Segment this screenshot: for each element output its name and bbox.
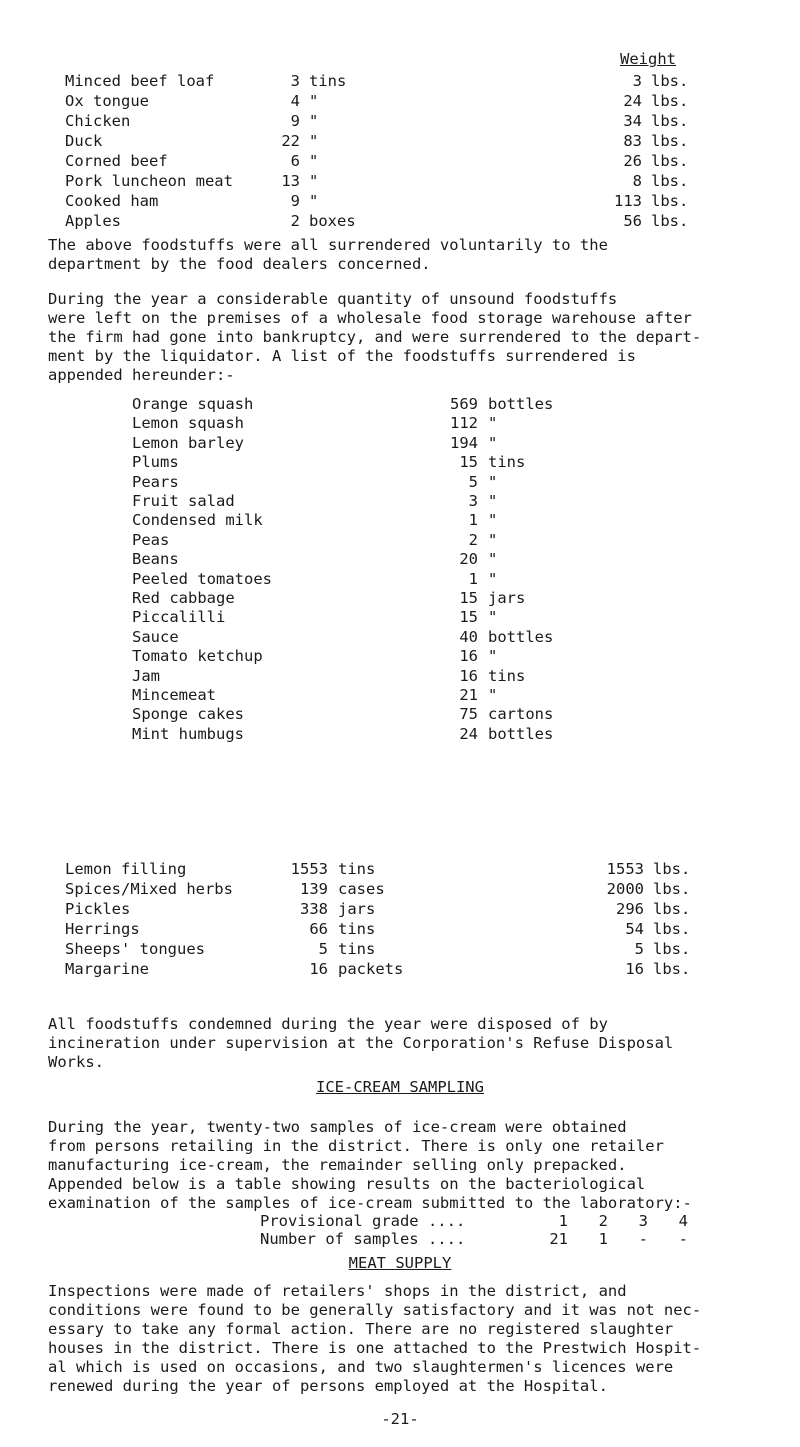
weight-unit: lbs. (651, 72, 689, 90)
item-unit: " (309, 172, 319, 190)
grade-value: 2 (598, 1212, 608, 1230)
item-unit: " (309, 112, 319, 130)
item-unit: " (488, 550, 498, 569)
item-unit: " (309, 152, 319, 170)
paragraph-ice-cream-samples: During the year, twenty-two samples of ice-cream were obtained from persons retailing in the district. There is only one retailer manufacturing ice-cream, the remainder selling only prepacked. Appended below is a table showing results on the bacteriological examination of the samples of ice-cream submitted to the laboratory:- (48, 1118, 692, 1212)
item-quantity: 75 (459, 705, 478, 724)
paragraph-incineration: All foodstuffs condemned during the year were disposed of by incineration under supervision at the Corporation's Refuse Disposal Works. (48, 1015, 674, 1071)
item-name: Pears (132, 472, 179, 491)
item-name: Cooked ham (65, 192, 159, 210)
item-unit: bottles (488, 724, 554, 743)
item-unit: tins (488, 666, 526, 685)
item-quantity: 1553 (290, 860, 328, 878)
weight-unit: lbs. (651, 172, 689, 190)
item-name: Spices/Mixed herbs (65, 880, 233, 898)
item-weight: 296 (616, 900, 644, 918)
item-quantity: 2 (468, 530, 478, 549)
item-weight: 34 (623, 112, 642, 130)
item-name: Piccalilli (132, 608, 226, 627)
item-weight: 16 (625, 960, 644, 978)
item-unit: tins (338, 860, 376, 878)
item-unit: bottles (488, 627, 554, 646)
item-quantity: 21 (459, 686, 478, 704)
item-unit: jars (338, 900, 376, 918)
item-quantity: 4 (290, 92, 300, 110)
item-name: Duck (65, 132, 103, 150)
sample-count: - (638, 1230, 648, 1248)
item-unit: tins (338, 920, 376, 938)
item-name: Pickles (65, 900, 131, 918)
weight-unit: lbs. (653, 880, 691, 898)
item-name: Plums (132, 453, 179, 472)
item-name: Margarine (65, 960, 149, 978)
item-unit: " (488, 472, 498, 491)
item-quantity: 9 (290, 192, 300, 210)
item-quantity: 40 (459, 627, 478, 646)
heading-ice-cream-sampling: ICE-CREAM SAMPLING (316, 1078, 484, 1096)
item-quantity: 20 (459, 550, 478, 569)
item-name: Tomato ketchup (132, 647, 263, 666)
item-name: Condensed milk (132, 511, 263, 530)
item-quantity: 15 (459, 608, 478, 627)
item-unit: tins (488, 453, 526, 472)
item-name: Orange squash (132, 395, 254, 413)
item-quantity: 112 (450, 414, 478, 433)
item-unit: " (309, 92, 319, 110)
page-number: -21- (381, 1410, 419, 1428)
item-quantity: 16 (459, 647, 478, 666)
item-name: Mincemeat (132, 686, 216, 704)
grade-value: 3 (638, 1212, 648, 1230)
item-unit: cartons (488, 705, 554, 724)
weight-unit: lbs. (651, 192, 689, 210)
item-unit: " (488, 647, 498, 666)
item-unit: " (488, 686, 498, 704)
weight-unit: lbs. (651, 132, 689, 150)
item-unit: tins (338, 940, 376, 958)
item-weight: 113 (614, 192, 642, 210)
item-name: Peeled tomatoes (132, 569, 272, 588)
item-name: Apples (65, 212, 121, 230)
item-unit: " (488, 530, 498, 549)
item-name: Corned beef (65, 152, 168, 170)
item-unit: bottles (488, 395, 554, 413)
item-quantity: 1 (468, 569, 478, 588)
item-unit: " (309, 192, 319, 210)
weight-unit: lbs. (651, 152, 689, 170)
item-quantity: 338 (300, 900, 328, 918)
sample-count: 21 (549, 1230, 568, 1248)
item-name: Jam (132, 666, 160, 685)
item-unit: jars (488, 589, 526, 607)
item-quantity: 139 (300, 880, 328, 898)
item-quantity: 9 (290, 112, 300, 130)
weight-unit: lbs. (651, 212, 689, 230)
item-name: Peas (132, 530, 170, 549)
weight-column-header: Weight (620, 50, 676, 68)
item-name: Minced beef loaf (65, 72, 215, 90)
item-weight: 2000 (606, 880, 644, 898)
item-name: Fruit salad (132, 492, 235, 510)
item-quantity: 15 (459, 453, 478, 472)
item-quantity: 5 (468, 472, 478, 491)
item-quantity: 16 (459, 666, 478, 685)
sample-count: 1 (598, 1230, 608, 1248)
weight-unit: lbs. (653, 940, 691, 958)
item-weight: 83 (623, 132, 642, 150)
item-name: Herrings (65, 920, 140, 938)
item-quantity: 2 (290, 212, 300, 230)
heading-meat-supply: MEAT SUPPLY (348, 1254, 452, 1272)
item-quantity: 16 (309, 960, 328, 978)
weight-unit: lbs. (653, 900, 691, 918)
item-name: Beans (132, 550, 179, 569)
weight-unit: lbs. (651, 112, 689, 130)
item-unit: " (309, 132, 319, 150)
paragraph-surrendered-voluntarily: The above foodstuffs were all surrendered voluntarily to the department by the food dealers concerned. (48, 236, 608, 273)
item-name: Sauce (132, 627, 179, 646)
item-quantity: 3 (290, 72, 300, 90)
number-label: Number of samples .... (260, 1230, 466, 1248)
item-weight: 26 (623, 152, 642, 170)
item-unit: boxes (309, 212, 356, 230)
grade-value: 1 (558, 1212, 568, 1230)
item-unit: " (488, 569, 498, 588)
item-name: Chicken (65, 112, 131, 130)
item-unit: " (488, 608, 498, 627)
item-quantity: 66 (309, 920, 328, 938)
item-unit: packets (338, 960, 404, 978)
weight-unit: lbs. (653, 960, 691, 978)
item-quantity: 194 (450, 433, 478, 452)
grade-value: 4 (678, 1212, 688, 1230)
item-quantity: 24 (459, 724, 478, 743)
item-weight: 5 (634, 940, 644, 958)
item-quantity: 13 (281, 172, 300, 190)
weight-unit: lbs. (653, 860, 691, 878)
item-weight: 8 (632, 172, 642, 190)
item-name: Sponge cakes (132, 705, 244, 724)
item-unit: " (488, 492, 498, 510)
item-weight: 54 (625, 920, 644, 938)
item-quantity: 15 (459, 589, 478, 607)
item-name: Ox tongue (65, 92, 149, 110)
item-unit: " (488, 414, 498, 433)
item-weight: 1553 (606, 860, 644, 878)
item-unit: " (488, 433, 498, 452)
item-quantity: 6 (290, 152, 300, 170)
item-quantity: 1 (468, 511, 478, 530)
item-name: Sheeps' tongues (65, 940, 205, 958)
item-weight: 3 (632, 72, 642, 90)
item-unit: cases (338, 880, 385, 898)
item-quantity: 3 (468, 492, 478, 510)
paragraph-meat-inspections: Inspections were made of retailers' shops in the district, and conditions were found to be generally satisfactory and it was not nec- essary to take any formal action. There are no registered slaughter houses in the district. There is one attached to the Prestwich Hospit- al which is used on occasions, and two slaughtermen's licences were renewed during the year of persons employed at the Hospital. (48, 1282, 702, 1395)
item-weight: 24 (623, 92, 642, 110)
item-weight: 56 (623, 212, 642, 230)
item-name: Lemon squash (132, 414, 244, 433)
weight-unit: lbs. (653, 920, 691, 938)
item-quantity: 569 (450, 395, 478, 413)
item-name: Lemon filling (65, 860, 187, 878)
item-quantity: 22 (281, 132, 300, 150)
item-name: Pork luncheon meat (65, 172, 233, 190)
paragraph-warehouse-bankruptcy: During the year a considerable quantity of unsound foodstuffs were left on the premises of a wholesale food storage warehouse after the firm had gone into bankruptcy, and were surrendered to the depart- ment by the liquidator. A list of the foodstuffs surrendered is appended hereunder:- (48, 290, 702, 384)
sample-count: - (678, 1230, 688, 1248)
item-name: Mint humbugs (132, 724, 244, 743)
grade-label: Provisional grade .... (260, 1212, 466, 1230)
item-quantity: 5 (318, 940, 328, 958)
weight-unit: lbs. (651, 92, 689, 110)
item-unit: " (488, 511, 498, 530)
item-name: Red cabbage (132, 589, 235, 607)
item-name: Lemon barley (132, 433, 244, 452)
item-unit: tins (309, 72, 347, 90)
